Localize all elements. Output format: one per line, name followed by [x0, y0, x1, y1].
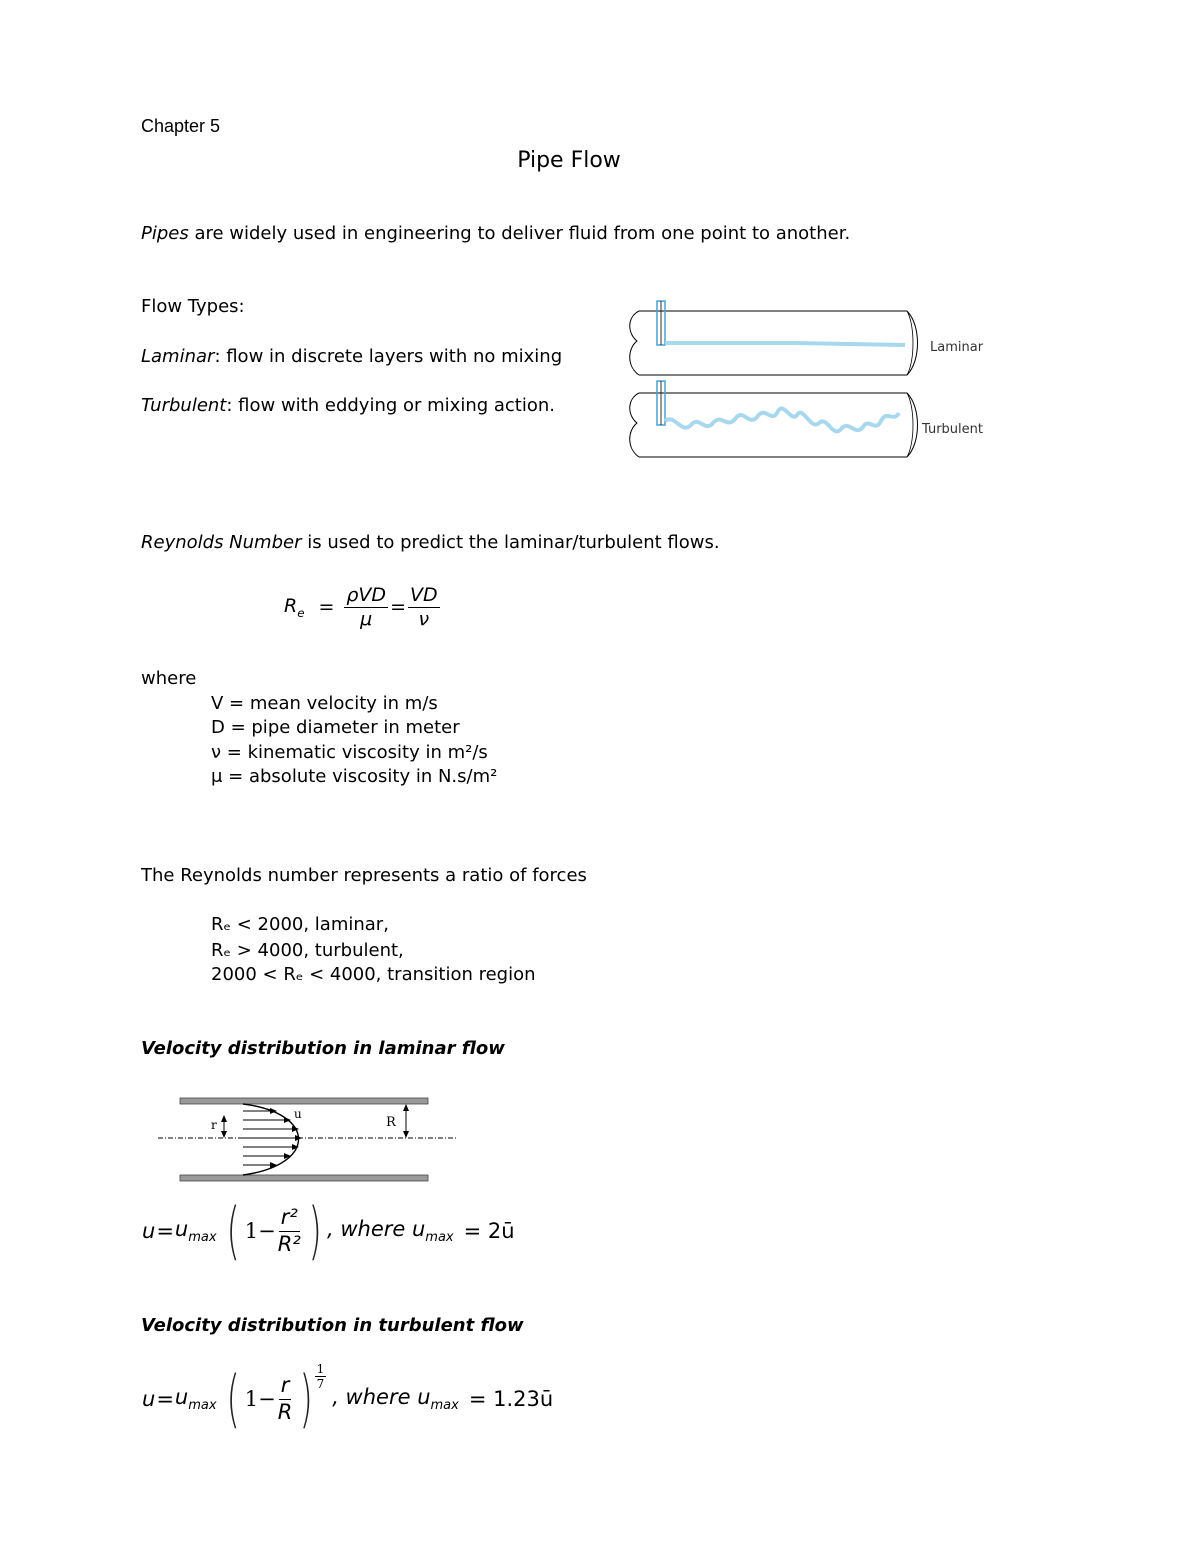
right-paren: )	[299, 1362, 314, 1435]
where-item-kinematic-viscosity: ν = kinematic viscosity in m²/s	[211, 742, 488, 763]
laminar-label: Laminar	[930, 340, 984, 355]
left-paren: (	[226, 1362, 240, 1435]
turbulent-label: Turbulent	[922, 422, 983, 437]
one-minus: 1−	[244, 1387, 276, 1411]
fraction-v-d-over-nu: $\frac{VD}{\nu}$	[410, 584, 438, 630]
turbulent-pipe	[630, 381, 918, 457]
chapter-label: Chapter 5	[141, 116, 221, 136]
reynolds-rest: is used to predict the laminar/turbulent flows.	[301, 532, 720, 553]
where-item-absolute-viscosity: μ = absolute viscosity in N.s/m²	[211, 766, 498, 787]
intro-rest: are widely used in engineering to deliver fluid from one point to another.	[188, 223, 851, 244]
ratio-item-laminar: Rₑ < 2000, laminar,	[211, 914, 389, 935]
u-label: u	[294, 1107, 302, 1121]
laminar-pipe	[630, 301, 918, 375]
eq-sign: =	[156, 1219, 174, 1243]
turbulent-section-heading: Velocity distribution in turbulent flow	[141, 1315, 524, 1336]
ratio-item-transition: 2000 < Rₑ < 4000, transition region	[211, 964, 536, 985]
laminar-profile-figure	[155, 1095, 460, 1185]
laminar-velocity-equation	[142, 1194, 515, 1267]
umax-symbol: $u_{max}$	[174, 1216, 217, 1246]
reynolds-lead: Reynolds Number	[141, 532, 302, 553]
where-item-diameter: D = pipe diameter in meter	[211, 717, 460, 738]
intro-paragraph	[141, 223, 850, 244]
eq-sign: =	[156, 1387, 174, 1411]
turbulent-definition	[141, 395, 555, 416]
ratio-paragraph: The Reynolds number represents a ratio of forces	[141, 865, 587, 886]
reynolds-equation	[284, 584, 440, 631]
flow-types-heading: Flow Types:	[141, 296, 245, 317]
turbulent-term: Turbulent	[141, 395, 227, 416]
umax-symbol: $u_{max}$	[174, 1384, 217, 1414]
flow-types-figure	[625, 295, 995, 465]
eq-sign-2: =	[390, 596, 406, 619]
re-symbol: $R_e$	[284, 594, 305, 620]
laminar-definition	[141, 346, 562, 367]
where-label: where	[141, 668, 197, 689]
exponent-one-seventh: $\frac{1}{7}$	[316, 1362, 325, 1392]
where-item-velocity: V = mean velocity in m/s	[211, 693, 438, 714]
where-umax: , where $u_{max}$	[326, 1216, 454, 1246]
page-title: Pipe Flow	[517, 148, 621, 173]
turbulent-velocity-equation	[142, 1362, 554, 1435]
turbulent-desc: : flow with eddying or mixing action.	[226, 395, 556, 416]
intro-lead: Pipes	[141, 223, 189, 244]
right-paren: )	[308, 1194, 322, 1267]
eq-sign-1: =	[318, 596, 335, 619]
u-symbol: u	[142, 1219, 156, 1243]
laminar-term: Laminar	[141, 346, 215, 367]
left-paren: (	[226, 1194, 240, 1267]
fraction-r2-over-R2: $\frac{\text{r²}}{\text{R²}}$	[277, 1205, 301, 1256]
fraction-r-over-R: $\frac{r}{R}$	[277, 1373, 293, 1424]
laminar-rhs: = 2ū	[463, 1219, 515, 1243]
one-minus: 1−	[244, 1219, 276, 1243]
reynolds-paragraph	[141, 532, 720, 553]
big-r-label: R	[386, 1115, 396, 1130]
turbulent-rhs: = 1.23ū	[468, 1387, 554, 1411]
laminar-desc: : flow in discrete layers with no mixing	[214, 346, 563, 367]
r-label: r	[211, 1118, 217, 1132]
where-umax: , where $u_{max}$	[332, 1384, 459, 1414]
ratio-item-turbulent: Rₑ > 4000, turbulent,	[211, 940, 404, 961]
laminar-section-heading: Velocity distribution in laminar flow	[141, 1038, 505, 1059]
fraction-rho-v-d-over-mu: $\frac{\text{ρVD}}{\mu}$	[346, 584, 387, 630]
u-symbol: u	[142, 1387, 156, 1411]
